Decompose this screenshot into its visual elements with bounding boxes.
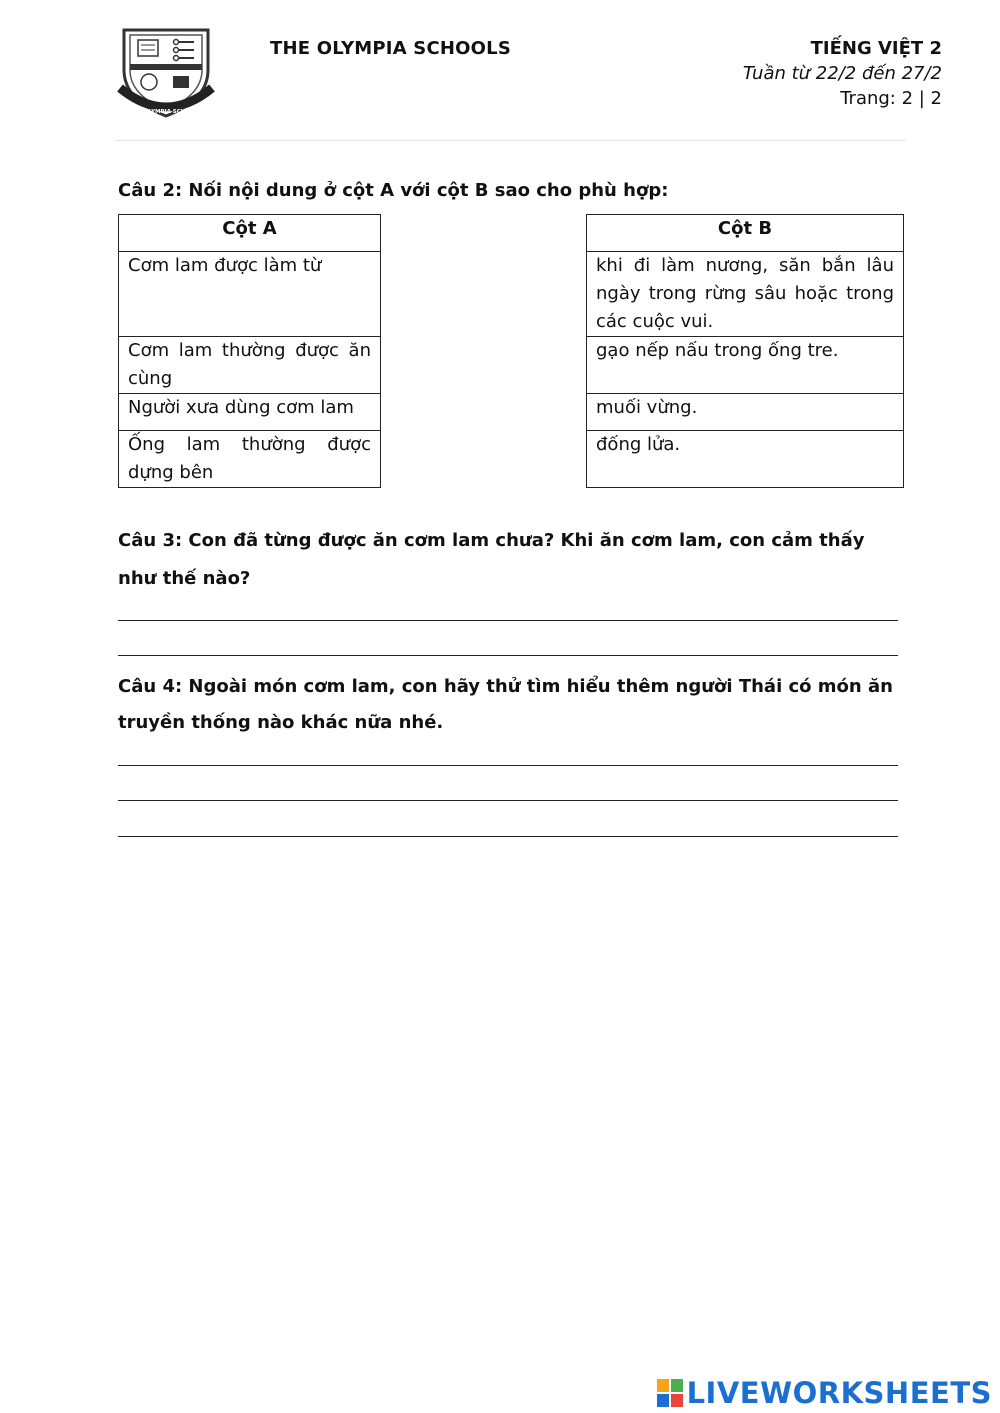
brand-wordmark: LIVEWORKSHEETS (686, 1376, 992, 1410)
question-4-title: Câu 4: Ngoài món cơm lam, con hãy thử tìm hiểu thêm người Thái có món ăn truyền thống nào khác nữa nhé. (118, 676, 893, 733)
answer-line-q3-2[interactable] (118, 655, 898, 656)
school-crest-logo (116, 26, 216, 120)
column-a-item[interactable]: Cơm lam được làm từ (119, 252, 381, 337)
week-range: Tuần từ 22/2 đến 27/2 (742, 63, 942, 84)
brand-grid-icon (657, 1379, 683, 1407)
subject-title: TIẾNG VIỆT 2 (810, 38, 942, 59)
column-b-table (586, 214, 904, 488)
page-number: Trang: 2 | 2 (840, 88, 942, 109)
column-a-item[interactable]: Ống lam thường được dựng bên (119, 431, 381, 488)
column-b-item[interactable]: muối vừng. (587, 394, 904, 431)
header-info (743, 36, 942, 111)
header-divider (116, 140, 906, 141)
answer-line-q4-2[interactable] (118, 800, 898, 801)
school-name: THE OLYMPIA SCHOOLS (270, 38, 511, 59)
column-b-item[interactable]: đống lửa. (587, 431, 904, 488)
column-b-header: Cột B (587, 215, 904, 252)
column-a-header: Cột A (119, 215, 381, 252)
liveworksheets-brand (657, 1375, 992, 1411)
question-3-title: Câu 3: Con đã từng được ăn cơm lam chưa? Khi ăn cơm lam, con cảm thấy như thế nào? (118, 530, 865, 589)
answer-line-q4-1[interactable] (118, 765, 898, 766)
column-a-table (118, 214, 381, 488)
column-a-item[interactable]: Cơm lam thường được ăn cùng (119, 337, 381, 394)
answer-line-q4-3[interactable] (118, 836, 898, 837)
crest-ribbon-text: THE OLYMPIA SCHOOLS (129, 109, 203, 115)
question-2-title: Câu 2: Nối nội dung ở cột A với cột B sao cho phù hợp: (118, 180, 669, 201)
answer-line-q3-1[interactable] (118, 620, 898, 621)
column-b-item[interactable]: khi đi làm nương, săn bắn lâu ngày trong rừng sâu hoặc trong các cuộc vui. (587, 252, 904, 337)
column-a-item[interactable]: Người xưa dùng cơm lam (119, 394, 381, 431)
column-b-item[interactable]: gạo nếp nấu trong ống tre. (587, 337, 904, 394)
